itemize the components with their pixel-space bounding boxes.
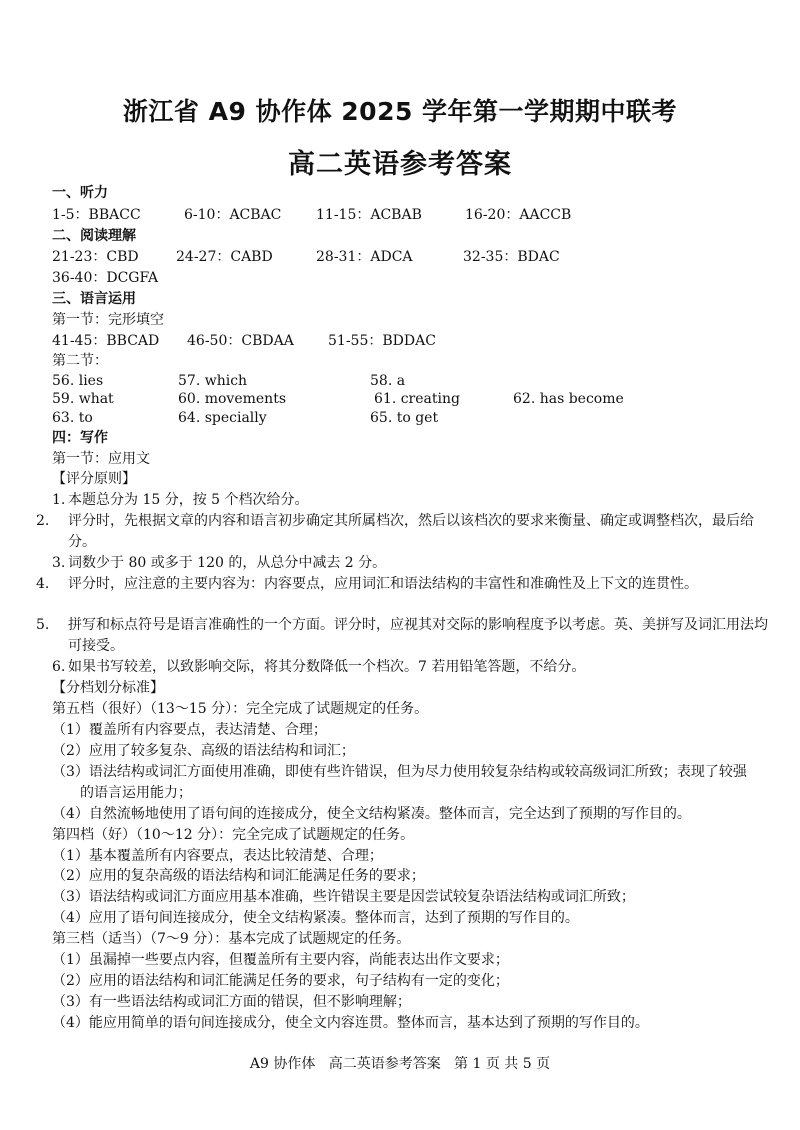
principle-text: 如果书写较差，以致影响交际，将其分数降低一个档次。7 若用铅笔答题，不给分。 [68, 659, 586, 675]
answer-group: 51-55：BDDAC [328, 333, 436, 349]
part-label-practical-writing: 第一节：应用文 [52, 451, 150, 467]
tier-4-label: 第四档（好）（10～12 分）：完全完成了试题规定的任务。 [52, 827, 415, 843]
answer-group: 24-27：CABD [176, 249, 273, 265]
tier-4-item: （4）应用了语句间连接成分，使全文结构紧凑。整体而言，达到了预期的写作目的。 [52, 910, 579, 926]
answer-group: 1-5：BBACC [52, 207, 141, 223]
principle-number: 3. [52, 555, 66, 571]
principle-text: 评分时，先根据文章的内容和语言初步确定其所属档次，然后以该档次的要求来衡量、确定或调整档次，最后给分。 [68, 513, 754, 550]
answer-item: 59. what [52, 391, 114, 407]
answer-group: 16-20：AACCB [465, 207, 572, 223]
answer-group: 36-40：DCGFA [52, 270, 159, 286]
section-heading-listening: 一、听力 [52, 185, 108, 201]
standards-label: 【分档划分标准】 [52, 680, 164, 696]
answer-group: 28-31：ADCA [316, 249, 413, 265]
section-heading-writing: 四：写作 [52, 430, 108, 446]
principle-item [36, 615, 768, 657]
tier-5-item: （4）自然流畅地使用了语句间的连接成分，使全文结构紧凑。整体而言，完全达到了预期的写作目的。 [52, 806, 691, 822]
answer-group: 6-10：ACBAC [184, 207, 282, 223]
answer-item: 63. to [52, 410, 93, 426]
answer-group: 11-15：ACBAB [316, 207, 422, 223]
answer-item: 62. has become [513, 391, 624, 407]
part-label-cloze: 第一节：完形填空 [52, 312, 164, 328]
principle-number: 2. [36, 513, 50, 529]
answer-item: 57. which [178, 373, 248, 389]
principle-number: 4. [36, 576, 50, 592]
principle-number: 6. [52, 659, 66, 675]
tier-3-item: （3）有一些语法结构或词汇方面的错误，但不影响理解； [52, 994, 411, 1010]
part-label-grammar-fill: 第二节： [52, 353, 108, 369]
principle-text: 拼写和标点符号是语言准确性的一个方面。评分时，应视其对交际的影响程度予以考虑。英、美拼写及词汇用法均可接受。 [68, 617, 768, 654]
page-title: 高二英语参考答案 [288, 149, 512, 180]
principles-label: 【评分原则】 [52, 471, 136, 487]
principle-text: 词数少于 80 或多于 120 的，从总分中减去 2 分。 [68, 555, 387, 571]
principle-item [52, 657, 752, 678]
tier-5-label: 第五档（很好）（13～15 分）：完全完成了试题规定的任务。 [52, 701, 429, 717]
section-heading-reading: 二、阅读理解 [52, 228, 136, 244]
exam-title: 浙江省 A9 协作体 2025 学年第一学期期中联考 [122, 97, 678, 126]
answer-item: 65. to get [370, 410, 439, 426]
tier-3-item: （4）能应用简单的语句间连接成分，使全文内容连贯。整体而言，基本达到了预期的写作目的。 [52, 1015, 649, 1031]
tier-5-item: （3）语法结构或词汇方面使用准确，即使有些许错误，但为尽力使用较复杂结构或较高级词汇所致；表现了较强的语言运用能力； [52, 764, 747, 801]
principle-number: 1. [52, 492, 66, 508]
answer-item: 60. movements [178, 391, 287, 407]
tier-4-item: （2）应用的复杂高级的语法结构和词汇能满足任务的要求； [52, 868, 425, 884]
tier-3-item: （1）虽漏掉一些要点内容，但覆盖所有主要内容，尚能表达出作文要求； [52, 952, 509, 968]
answer-item: 58. a [370, 373, 406, 389]
answer-item: 61. creating [374, 391, 460, 407]
tier-3-label: 第三档（适当）（7～9 分）：基本完成了试题规定的任务。 [52, 931, 411, 947]
principle-text: 本题总分为 15 分，按 5 个档次给分。 [68, 492, 309, 508]
answer-group: 32-35：BDAC [463, 249, 560, 265]
page-footer: A9 协作体 高二英语参考答案 第 1 页 共 5 页 [249, 1056, 551, 1072]
answer-item: 56. lies [52, 373, 104, 389]
section-heading-language-use: 三、语言运用 [52, 291, 136, 307]
principle-text: 评分时，应注意的主要内容为：内容要点，应用词汇和语法结构的丰富性和准确性及上下文的连贯性。 [68, 576, 698, 592]
tier-4-item: （3）语法结构或词汇方面应用基本准确，些许错误主要是因尝试较复杂语法结构或词汇所致； [52, 889, 635, 905]
answer-group: 21-23：CBD [52, 249, 139, 265]
principle-item [52, 490, 752, 511]
answer-group: 46-50：CBDAA [187, 333, 294, 349]
principle-item [52, 553, 752, 574]
principle-item [36, 574, 768, 595]
tier-3-item: （2）应用的语法结构和词汇能满足任务的要求，句子结构有一定的变化； [52, 973, 509, 989]
principle-number: 5. [36, 617, 50, 633]
tier-5-item: （1）覆盖所有内容要点，表达清楚、合理； [52, 722, 327, 738]
tier-5-item: （2）应用了较多复杂、高级的语法结构和词汇； [52, 743, 355, 759]
principle-item [36, 511, 768, 553]
answer-group: 41-45：BBCAD [52, 333, 160, 349]
answer-item: 64. specially [178, 410, 267, 426]
tier-4-item: （1）基本覆盖所有内容要点，表达比较清楚、合理； [52, 848, 383, 864]
